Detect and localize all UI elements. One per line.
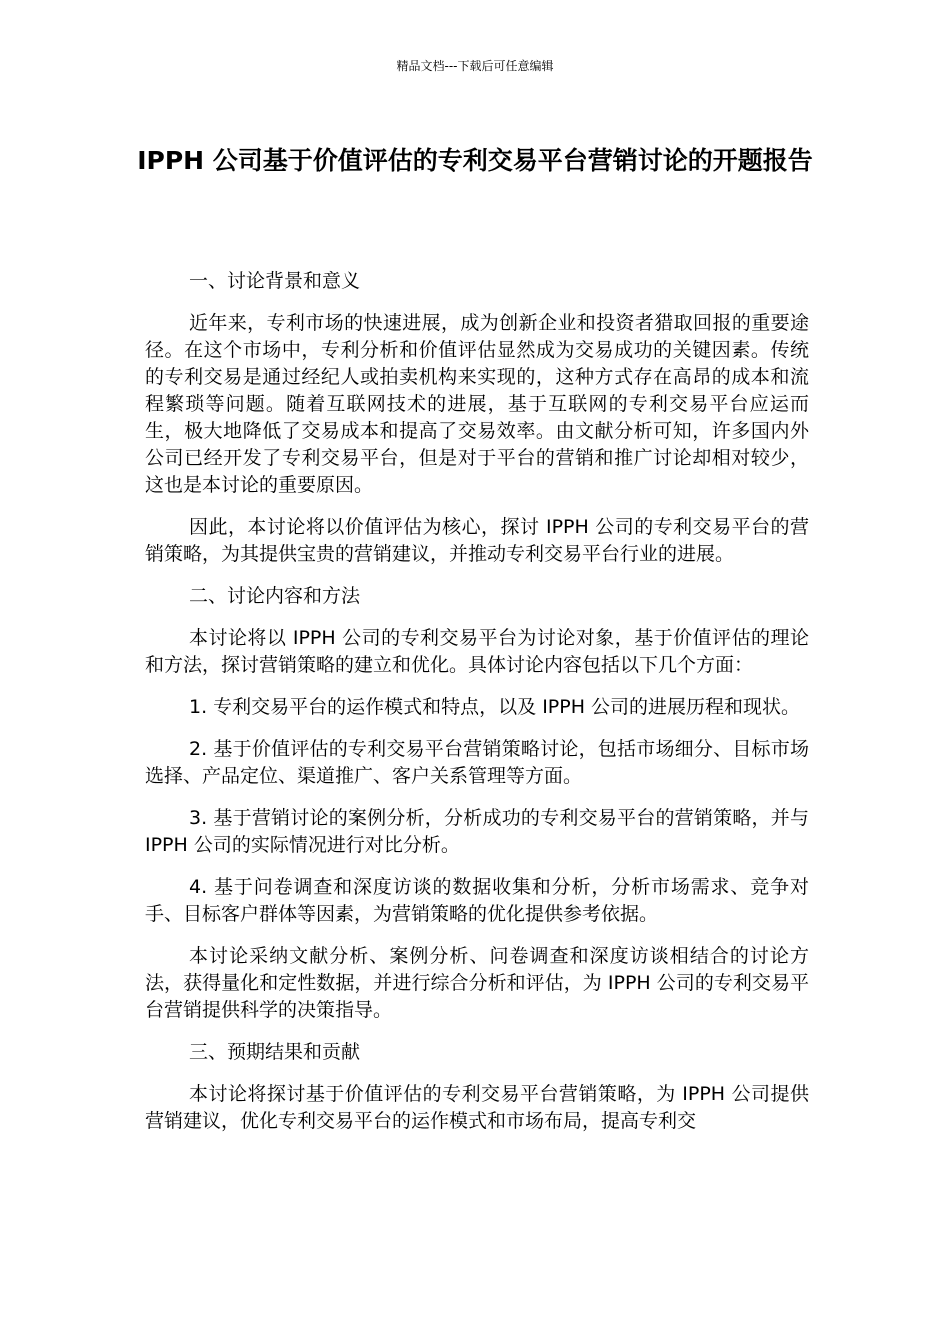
section-heading-content-methods: 二、讨论内容和方法	[189, 585, 361, 607]
paragraph-expected-results: 本讨论将探讨基于价值评估的专利交易平台营销策略，为 IPPH 公司提供营销建议，优化专利交易平台的运作模式和市场布局，提高专利交	[145, 1083, 809, 1132]
list-item-1: 1. 专利交易平台的运作模式和特点，以及 IPPH 公司的进展历程和现状。	[189, 696, 801, 718]
paragraph-methods: 本讨论采纳文献分析、案例分析、问卷调查和深度访谈相结合的讨论方法，获得量化和定性数据，并进行综合分析和评估，为 IPPH 公司的专利交易平台营销提供科学的决策指导。	[145, 945, 809, 1021]
page-header: 精品文档---下载后可任意编辑	[396, 59, 554, 73]
paragraph-content-intro: 本讨论将以 IPPH 公司的专利交易平台为讨论对象，基于价值评估的理论和方法，探讨营销策略的建立和优化。具体讨论内容包括以下几个方面：	[145, 627, 809, 676]
list-item-2: 2. 基于价值评估的专利交易平台营销策略讨论，包括市场细分、目标市场选择、产品定位、渠道推广、客户关系管理等方面。	[145, 738, 809, 787]
section-heading-background: 一、讨论背景和意义	[189, 270, 361, 292]
document-body	[145, 268, 809, 1150]
section-heading-expected-results: 三、预期结果和贡献	[189, 1041, 361, 1063]
document-title: IPPH 公司基于价值评估的专利交易平台营销讨论的开题报告	[137, 146, 813, 175]
list-item-3: 3. 基于营销讨论的案例分析，分析成功的专利交易平台的营销策略，并与 IPPH 公司的实际情况进行对比分析。	[145, 807, 809, 856]
paragraph-background: 近年来，专利市场的快速进展，成为创新企业和投资者猎取回报的重要途径。在这个市场中，专利分析和价值评估显然成为交易成功的关键因素。传统的专利交易是通过经纪人或拍卖机构来实现的，这种方式存在高昂的成本和流程繁琐等问题。随着互联网技术的进展，基于互联网的专利交易平台应运而生，极大地降低了交易成本和提高了交易效率。由文献分析可知，许多国内外公司已经开发了专利交易平台，但是对于平台的营销和推广讨论却相对较少，这也是本讨论的重要原因。	[145, 312, 809, 496]
paragraph-purpose: 因此，本讨论将以价值评估为核心，探讨 IPPH 公司的专利交易平台的营销策略，为其提供宝贵的营销建议，并推动专利交易平台行业的进展。	[145, 516, 809, 565]
list-item-4: 4. 基于问卷调查和深度访谈的数据收集和分析，分析市场需求、竞争对手、目标客户群体等因素，为营销策略的优化提供参考依据。	[145, 876, 809, 925]
